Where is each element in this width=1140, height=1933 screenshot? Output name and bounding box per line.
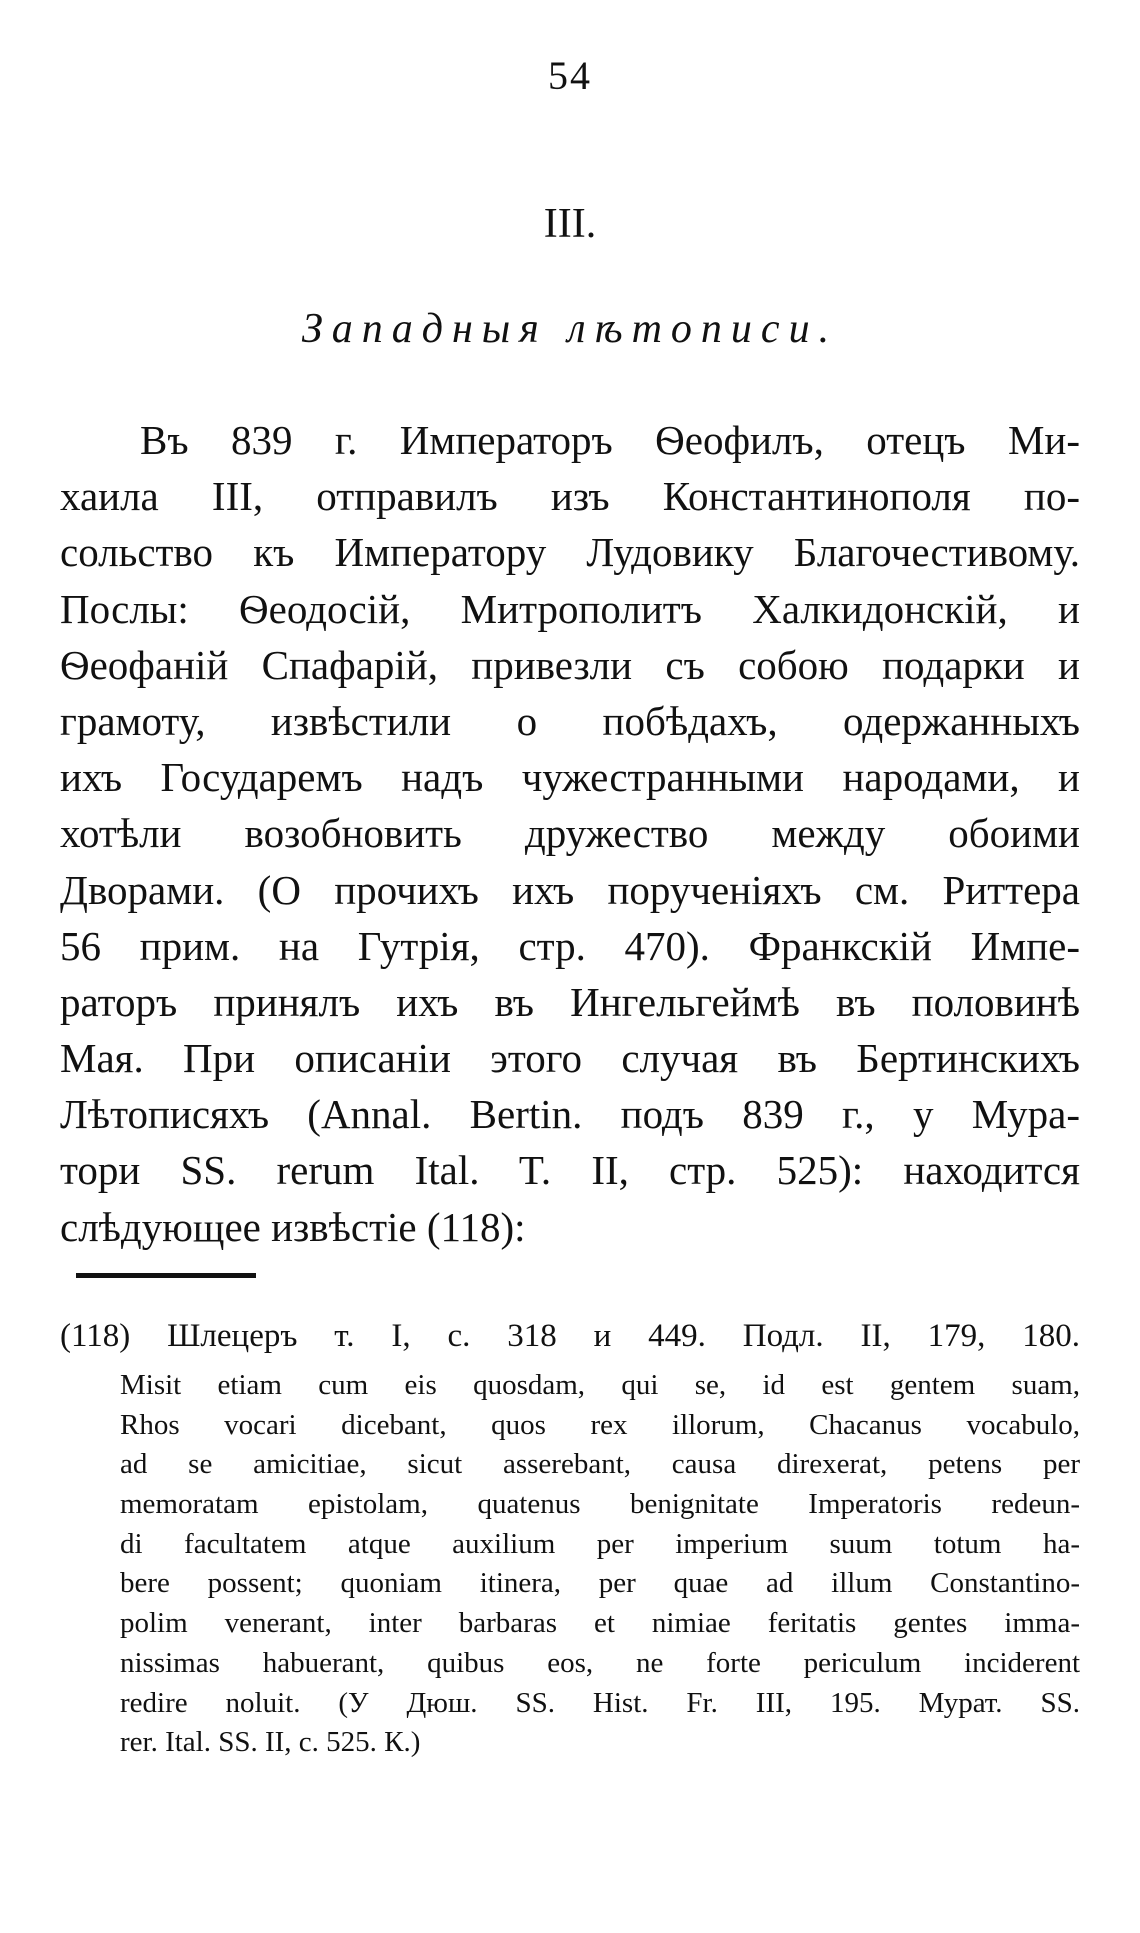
quote-line: bere possent; quoniam itinera, per quae ad illum Constantino-	[120, 1567, 1080, 1600]
text-line: Ѳеофаній Спафарій, привезли съ собою подарки и	[60, 641, 1080, 688]
quote-line: rer. Ital. SS. II, c. 525. К.)	[120, 1726, 421, 1759]
text-line: Дворами. (О прочихъ ихъ порученіяхъ см. Риттера	[60, 866, 1080, 913]
quote-line: di facultatem atque auxilium per imperium suum totum ha-	[120, 1527, 1080, 1560]
text-line: тори SS. rerum Ital. T. II, стр. 525): находится	[60, 1147, 1080, 1194]
quote-line: Misit etiam cum eis quosdam, qui se, id est gentem suam,	[120, 1369, 1080, 1401]
footnote-divider	[76, 1273, 256, 1278]
text-line: хаила III, отправилъ изъ Константинополя по-	[60, 473, 1080, 520]
text-line: ихъ Государемъ надъ чужестранными народами, и	[60, 754, 1080, 801]
text-line: Послы: Ѳеодосій, Митрополитъ Халкидонскій, и	[60, 585, 1080, 632]
quote-line: ad se amicitiae, sicut asserebant, causa direxerat, petens per	[120, 1448, 1080, 1481]
quote-line: nissimas habuerant, quibus eos, ne forte periculum inciderent	[120, 1646, 1080, 1679]
text-line: слѣдующее извѣстіе (118):	[60, 1203, 526, 1250]
text-line: Лѣтописяхъ (Annal. Bertin. подъ 839 г., у Мура-	[60, 1091, 1080, 1138]
footnote-latin-quote	[120, 1366, 1080, 1763]
text-line: раторъ принялъ ихъ въ Ингельгеймѣ въ половинѣ	[60, 978, 1080, 1025]
section-number: III.	[543, 201, 597, 247]
page-number: 54	[548, 53, 592, 98]
footnote-heading: (118) Шлецеръ т. I, с. 318 и 449. Подл. II, 179, 180.	[60, 1318, 1080, 1354]
section-title: Западныя лѣтописи.	[301, 306, 839, 352]
quote-line: polim venerant, inter barbaras et nimiae feritatis gentes imma-	[120, 1607, 1080, 1640]
text-line: Въ 839 г. Императоръ Ѳеофилъ, отецъ Ми-	[140, 417, 1080, 463]
text-line: Мая. При описаніи этого случая въ Бертинскихъ	[60, 1035, 1080, 1082]
text-line: сольство къ Императору Лудовику Благочестивому.	[60, 529, 1080, 576]
text-line: хотѣли возобновить дружество между обоими	[60, 810, 1080, 857]
quote-line: Rhos vocari dicebant, quos rex illorum, Chacanus vocabulo,	[120, 1408, 1080, 1441]
quote-line: redire noluit. (У Дюш. SS. Hist. Fr. III, 195. Мурат. SS.	[120, 1686, 1080, 1719]
text-line: грамоту, извѣстили о побѣдахъ, одержанныхъ	[60, 697, 1080, 744]
quote-line: memoratam epistolam, quatenus benignitate Imperatoris redeun-	[120, 1488, 1080, 1521]
text-line: 56 прим. на Гутрія, стр. 470). Франкскій Импе-	[60, 922, 1080, 969]
main-text	[60, 412, 1080, 1255]
